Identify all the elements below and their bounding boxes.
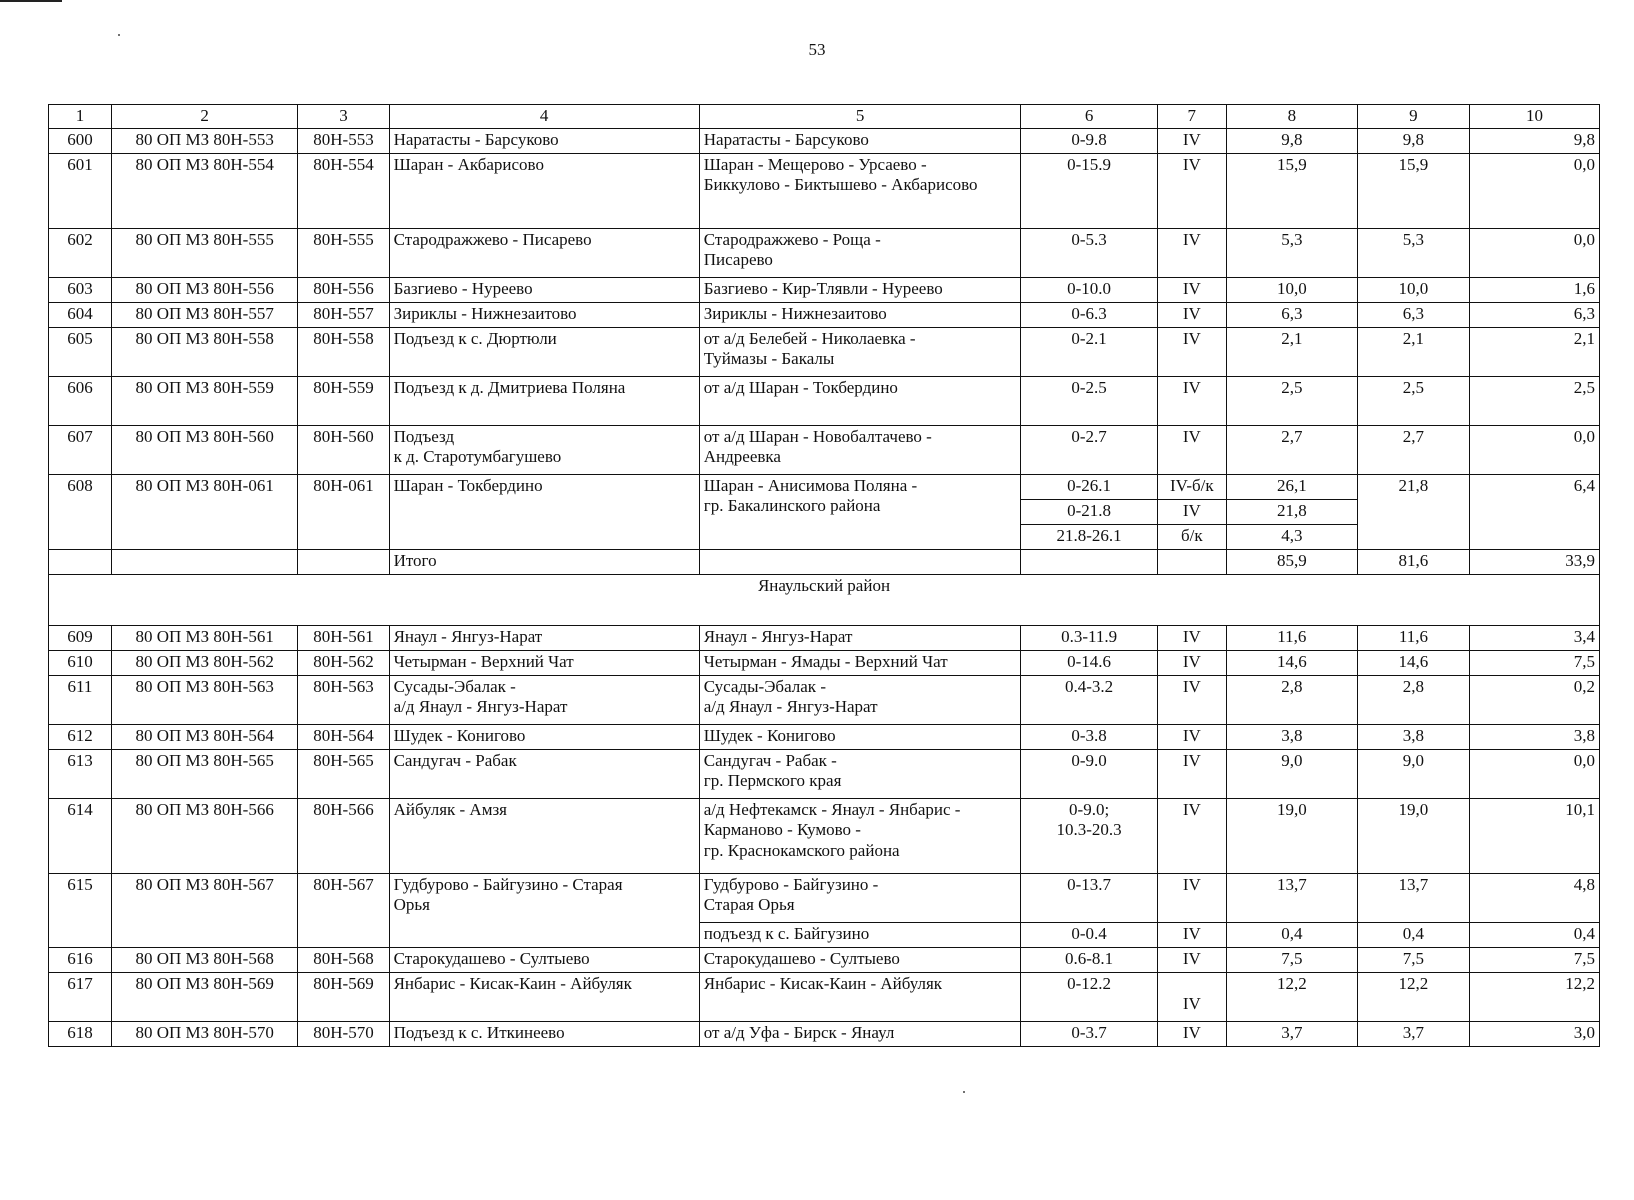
road-code-cell: 80 ОП МЗ 80Н-561 [111,625,298,650]
road-code-cell: 80 ОП МЗ 80Н-558 [111,327,298,376]
road-id-cell: 80Н-560 [298,425,389,474]
route-cell: Зириклы - Нижнезаитово [699,302,1021,327]
road-id-cell: 80Н-568 [298,947,389,972]
km-range-cell: 0-6.3 [1021,302,1157,327]
route-cell: от а/д Белебей - Николаевка - Туймазы - Бакалы [699,327,1021,376]
length-cell: 12,2 [1226,972,1357,1021]
category-cell: IV [1157,302,1226,327]
category-cell: IV [1157,650,1226,675]
route-cell: от а/д Уфа - Бирск - Янаул [699,1021,1021,1046]
table-row [49,947,1600,972]
road-name-cell: Айбуляк - Амзя [389,798,699,873]
length-cell: 14,6 [1226,650,1357,675]
road-name-cell: Шаран - Токбердино [389,474,699,549]
table-row [49,972,1600,1021]
category-cell: IV-б/к [1157,474,1226,499]
length-cell: 11,6 [1226,625,1357,650]
road-code-cell: 80 ОП МЗ 80Н-567 [111,873,298,947]
km-range-cell: 21.8-26.1 [1021,524,1157,549]
col9-cell: 10,0 [1357,277,1469,302]
column-header: 7 [1157,105,1226,129]
road-id-cell: 80Н-570 [298,1021,389,1046]
table-row [49,873,1600,922]
road-name-cell: Наратасты - Барсуково [389,128,699,153]
row-number-cell: 609 [49,625,112,650]
road-code-cell: 80 ОП МЗ 80Н-560 [111,425,298,474]
empty-cell [49,549,112,574]
road-id-cell: 80Н-563 [298,675,389,724]
length-cell: 3,7 [1226,1021,1357,1046]
empty-cell [1021,549,1157,574]
scan-edge-line [0,0,62,2]
column-header: 6 [1021,105,1157,129]
col9-cell: 12,2 [1357,972,1469,1021]
col9-cell: 14,6 [1357,650,1469,675]
length-cell: 4,3 [1226,524,1357,549]
road-code-cell: 80 ОП МЗ 80Н-554 [111,153,298,228]
category-cell: IV [1157,499,1226,524]
column-header: 3 [298,105,389,129]
road-code-cell: 80 ОП МЗ 80Н-570 [111,1021,298,1046]
category-cell: IV [1157,675,1226,724]
km-range-cell: 0-15.9 [1021,153,1157,228]
row-number-cell: 601 [49,153,112,228]
table-row [49,1021,1600,1046]
category-cell: IV [1157,798,1226,873]
row-number-cell: 602 [49,228,112,277]
road-name-cell: Гудбурово - Байгузино - Старая Орья [389,873,699,947]
road-id-cell: 80Н-561 [298,625,389,650]
category-cell: IV [1157,277,1226,302]
col9-cell: 13,7 [1357,873,1469,922]
page-number: 53 [808,40,826,59]
table-row [49,474,1600,499]
road-name-cell: Зириклы - Нижнезаитово [389,302,699,327]
column-header: 5 [699,105,1021,129]
length-cell: 10,0 [1226,277,1357,302]
route-cell: Шудек - Конигово [699,724,1021,749]
route-cell: а/д Нефтекамск - Янаул - Янбарис - Карманово - Кумово - гр. Краснокамского района [699,798,1021,873]
route-cell: Шаран - Анисимова Поляна - гр. Бакалинского района [699,474,1021,549]
total-col9-cell: 81,6 [1357,549,1469,574]
road-name-cell: Подъезд к д. Дмитриева Поляна [389,376,699,425]
row-number-cell: 603 [49,277,112,302]
col10-cell: 12,2 [1469,972,1599,1021]
category-cell: IV [1157,625,1226,650]
table-row [49,228,1600,277]
route-cell: от а/д Шаран - Новобалтачево - Андреевка [699,425,1021,474]
table-row [49,376,1600,425]
col9-cell: 2,1 [1357,327,1469,376]
table-row [49,798,1600,873]
col10-cell: 2,5 [1469,376,1599,425]
km-range-cell: 0.4-3.2 [1021,675,1157,724]
table-row [49,425,1600,474]
km-range-cell: 0-21.8 [1021,499,1157,524]
empty-cell [699,549,1021,574]
total-col10-cell: 33,9 [1469,549,1599,574]
road-id-cell: 80Н-558 [298,327,389,376]
road-name-cell: Сусады-Эбалак - а/д Янаул - Янгуз-Нарат [389,675,699,724]
category-cell: IV [1157,972,1226,1021]
category-cell: IV [1157,1021,1226,1046]
col10-cell: 4,8 [1469,873,1599,922]
route-cell: Стародражжево - Роща - Писарево [699,228,1021,277]
road-code-cell: 80 ОП МЗ 80Н-557 [111,302,298,327]
road-code-cell: 80 ОП МЗ 80Н-562 [111,650,298,675]
col10-cell: 3,0 [1469,1021,1599,1046]
col9-cell: 9,0 [1357,749,1469,798]
road-id-cell: 80Н-566 [298,798,389,873]
road-id-cell: 80Н-061 [298,474,389,549]
km-range-cell: 0-12.2 [1021,972,1157,1021]
road-id-cell: 80Н-557 [298,302,389,327]
road-code-cell: 80 ОП МЗ 80Н-556 [111,277,298,302]
col10-cell: 10,1 [1469,798,1599,873]
category-cell: IV [1157,425,1226,474]
col9-cell: 3,7 [1357,1021,1469,1046]
road-code-cell: 80 ОП МЗ 80Н-566 [111,798,298,873]
route-cell: Четырман - Ямады - Верхний Чат [699,650,1021,675]
empty-cell [111,549,298,574]
km-range-cell: 0-3.8 [1021,724,1157,749]
length-cell: 7,5 [1226,947,1357,972]
road-id-cell: 80Н-554 [298,153,389,228]
col9-cell: 2,8 [1357,675,1469,724]
road-id-cell: 80Н-555 [298,228,389,277]
length-cell: 2,1 [1226,327,1357,376]
category-cell: IV [1157,724,1226,749]
col9-cell: 6,3 [1357,302,1469,327]
col9-cell: 11,6 [1357,625,1469,650]
road-name-cell: Стародражжево - Писарево [389,228,699,277]
table-row [49,277,1600,302]
road-id-cell: 80Н-567 [298,873,389,947]
route-cell: Старокудашево - Султыево [699,947,1021,972]
total-row [49,549,1600,574]
road-code-cell: 80 ОП МЗ 80Н-564 [111,724,298,749]
road-name-cell: Четырман - Верхний Чат [389,650,699,675]
road-code-cell: 80 ОП МЗ 80Н-061 [111,474,298,549]
length-cell: 26,1 [1226,474,1357,499]
route-cell: Гудбурово - Байгузино - Старая Орья [699,873,1021,922]
category-cell: IV [1157,376,1226,425]
road-id-cell: 80Н-562 [298,650,389,675]
route-cell: Янбарис - Кисак-Каин - Айбуляк [699,972,1021,1021]
road-name-cell: Янаул - Янгуз-Нарат [389,625,699,650]
road-name-cell: Базгиево - Нуреево [389,277,699,302]
row-number-cell: 616 [49,947,112,972]
table-row [49,625,1600,650]
route-cell: Янаул - Янгуз-Нарат [699,625,1021,650]
col10-cell: 3,8 [1469,724,1599,749]
col10-cell: 6,4 [1469,474,1599,549]
route-cell: Сандугач - Рабак - гр. Пермского края [699,749,1021,798]
category-cell: б/к [1157,524,1226,549]
km-range-cell: 0-3.7 [1021,1021,1157,1046]
km-range-cell: 0-2.5 [1021,376,1157,425]
table-row [49,650,1600,675]
col9-cell: 5,3 [1357,228,1469,277]
route-cell: Сусады-Эбалак - а/д Янаул - Янгуз-Нарат [699,675,1021,724]
category-cell: IV [1157,128,1226,153]
km-range-cell: 0-2.1 [1021,327,1157,376]
col10-cell: 0,0 [1469,425,1599,474]
length-cell: 21,8 [1226,499,1357,524]
col9-cell: 9,8 [1357,128,1469,153]
road-code-cell: 80 ОП МЗ 80Н-569 [111,972,298,1021]
col9-cell: 19,0 [1357,798,1469,873]
category-cell: IV [1157,228,1226,277]
km-range-cell: 0-10.0 [1021,277,1157,302]
road-id-cell: 80Н-556 [298,277,389,302]
col10-cell: 0,0 [1469,228,1599,277]
length-cell: 9,0 [1226,749,1357,798]
col10-cell: 6,3 [1469,302,1599,327]
scan-speck [118,34,120,36]
length-cell: 9,8 [1226,128,1357,153]
row-number-cell: 614 [49,798,112,873]
col10-cell: 9,8 [1469,128,1599,153]
row-number-cell: 607 [49,425,112,474]
col10-cell: 0,4 [1469,922,1599,947]
route-cell: Базгиево - Кир-Тлявли - Нуреево [699,277,1021,302]
road-name-cell: Старокудашево - Султыево [389,947,699,972]
road-code-cell: 80 ОП МЗ 80Н-568 [111,947,298,972]
category-cell: IV [1157,153,1226,228]
col9-cell: 0,4 [1357,922,1469,947]
road-id-cell: 80Н-565 [298,749,389,798]
km-range-cell: 0.6-8.1 [1021,947,1157,972]
row-number-cell: 606 [49,376,112,425]
length-cell: 6,3 [1226,302,1357,327]
table-row [49,749,1600,798]
col10-cell: 2,1 [1469,327,1599,376]
row-number-cell: 613 [49,749,112,798]
km-range-cell: 0-5.3 [1021,228,1157,277]
table-row [49,153,1600,228]
column-header: 1 [49,105,112,129]
roads-table [48,104,1600,1047]
row-number-cell: 608 [49,474,112,549]
km-range-cell: 0-2.7 [1021,425,1157,474]
district-heading: Янаульский район [49,574,1600,625]
column-header: 2 [111,105,298,129]
col10-cell: 7,5 [1469,947,1599,972]
row-number-cell: 605 [49,327,112,376]
column-header: 8 [1226,105,1357,129]
column-header: 4 [389,105,699,129]
category-cell: IV [1157,749,1226,798]
table-row [49,327,1600,376]
col10-cell: 0,2 [1469,675,1599,724]
row-number-cell: 617 [49,972,112,1021]
header-row [49,105,1600,129]
row-number-cell: 612 [49,724,112,749]
row-number-cell: 615 [49,873,112,947]
road-name-cell: Шудек - Конигово [389,724,699,749]
length-cell: 5,3 [1226,228,1357,277]
col10-cell: 0,0 [1469,153,1599,228]
column-header: 9 [1357,105,1469,129]
route-cell: Шаран - Мещерово - Урсаево - Биккулово - Биктышево - Акбарисово [699,153,1021,228]
road-id-cell: 80Н-569 [298,972,389,1021]
road-code-cell: 80 ОП МЗ 80Н-555 [111,228,298,277]
empty-cell [1157,549,1226,574]
col10-cell: 1,6 [1469,277,1599,302]
col9-cell: 3,8 [1357,724,1469,749]
table-row [49,675,1600,724]
col9-cell: 21,8 [1357,474,1469,549]
scan-speck [963,1091,965,1093]
row-number-cell: 618 [49,1021,112,1046]
km-range-cell: 0-9.8 [1021,128,1157,153]
col10-cell: 3,4 [1469,625,1599,650]
category-cell: IV [1157,947,1226,972]
route-cell: от а/д Шаран - Токбердино [699,376,1021,425]
km-range-cell: 0-9.0 [1021,749,1157,798]
road-code-cell: 80 ОП МЗ 80Н-559 [111,376,298,425]
row-number-cell: 611 [49,675,112,724]
length-cell: 2,7 [1226,425,1357,474]
row-number-cell: 604 [49,302,112,327]
table-row [49,724,1600,749]
length-cell: 15,9 [1226,153,1357,228]
category-cell: IV [1157,873,1226,922]
km-range-cell: 0-9.0; 10.3-20.3 [1021,798,1157,873]
road-name-cell: Подъезд к с. Иткинеево [389,1021,699,1046]
row-number-cell: 610 [49,650,112,675]
road-code-cell: 80 ОП МЗ 80Н-565 [111,749,298,798]
km-range-cell: 0-0.4 [1021,922,1157,947]
road-id-cell: 80Н-553 [298,128,389,153]
km-range-cell: 0-13.7 [1021,873,1157,922]
road-name-cell: Подъезд к с. Дюртюли [389,327,699,376]
route-cell: подъезд к с. Байгузино [699,922,1021,947]
road-name-cell: Янбарис - Кисак-Каин - Айбуляк [389,972,699,1021]
road-code-cell: 80 ОП МЗ 80Н-553 [111,128,298,153]
total-length-cell: 85,9 [1226,549,1357,574]
section-row [49,574,1600,625]
length-cell: 2,8 [1226,675,1357,724]
km-range-cell: 0.3-11.9 [1021,625,1157,650]
table-row [49,128,1600,153]
length-cell: 19,0 [1226,798,1357,873]
category-cell: IV [1157,922,1226,947]
col10-cell: 7,5 [1469,650,1599,675]
table-row [49,302,1600,327]
table-body [49,105,1600,1047]
road-name-cell: Шаран - Акбарисово [389,153,699,228]
road-id-cell: 80Н-564 [298,724,389,749]
col9-cell: 2,5 [1357,376,1469,425]
total-label: Итого [389,549,699,574]
road-code-cell: 80 ОП МЗ 80Н-563 [111,675,298,724]
km-range-cell: 0-14.6 [1021,650,1157,675]
col9-cell: 7,5 [1357,947,1469,972]
road-id-cell: 80Н-559 [298,376,389,425]
col9-cell: 2,7 [1357,425,1469,474]
road-name-cell: Подъезд к д. Старотумбагушево [389,425,699,474]
road-name-cell: Сандугач - Рабак [389,749,699,798]
length-cell: 13,7 [1226,873,1357,922]
km-range-cell: 0-26.1 [1021,474,1157,499]
col9-cell: 15,9 [1357,153,1469,228]
category-cell: IV [1157,327,1226,376]
length-cell: 0,4 [1226,922,1357,947]
length-cell: 3,8 [1226,724,1357,749]
col10-cell: 0,0 [1469,749,1599,798]
column-header: 10 [1469,105,1599,129]
length-cell: 2,5 [1226,376,1357,425]
route-cell: Наратасты - Барсуково [699,128,1021,153]
empty-cell [298,549,389,574]
row-number-cell: 600 [49,128,112,153]
